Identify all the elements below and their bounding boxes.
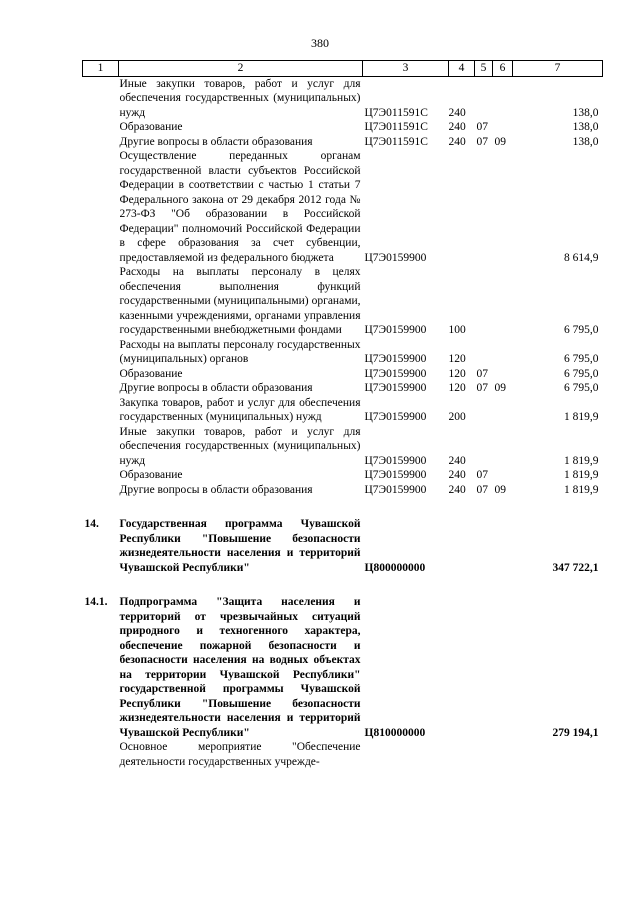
table-row <box>83 338 603 367</box>
subsection-code <box>493 120 513 135</box>
section-code <box>475 76 493 120</box>
spacer-cell <box>83 575 603 595</box>
expense-type-code: 100 <box>448 324 466 336</box>
subsection-code: 09 <box>494 382 506 394</box>
row-number <box>83 468 119 483</box>
target-code: Ц7Э011591С <box>364 106 428 119</box>
amount: 1 819,9 <box>564 454 599 467</box>
expense-type-code: 240 <box>448 135 466 148</box>
target-code: Ц7Э011591С <box>364 135 428 148</box>
subsection-code <box>493 149 513 265</box>
target-code: Ц810000000 <box>364 726 426 739</box>
expense-type-code <box>449 149 475 265</box>
section-code <box>475 149 493 265</box>
row-number <box>83 149 119 265</box>
target-code <box>363 740 449 769</box>
expense-name: Иные закупки товаров, работ и услуг для обеспечения государственных (муниципальных) нужд <box>119 425 361 467</box>
expense-type-code: 240 <box>448 121 466 133</box>
subsection-code <box>493 265 513 338</box>
section-code <box>475 338 493 367</box>
subsection-code <box>493 396 513 425</box>
amount: 138,0 <box>572 135 599 148</box>
target-code: Ц7Э0159900 <box>364 483 427 496</box>
expense-type-code: 240 <box>448 454 466 467</box>
amount: 6 795,0 <box>564 367 599 380</box>
spacer-cell <box>83 497 603 517</box>
target-code: Ц800000000 <box>364 561 426 574</box>
table-row <box>83 740 603 769</box>
expense-type-code: 240 <box>448 469 466 481</box>
amount: 6 795,0 <box>564 324 599 336</box>
row-number: 14. <box>84 518 99 530</box>
column-header: 3 <box>363 61 449 77</box>
expense-type-code: 120 <box>448 367 466 380</box>
subsection-code <box>493 595 513 740</box>
target-code: Ц7Э011591С <box>364 121 428 133</box>
expense-name: Образование <box>119 367 183 380</box>
table-row <box>83 367 603 382</box>
column-header: 4 <box>449 61 475 77</box>
table-row <box>83 468 603 483</box>
expense-type-code <box>449 740 475 769</box>
column-header: 2 <box>119 61 363 77</box>
amount: 138,0 <box>572 121 599 133</box>
expense-name: Подпрограмма "Защита населения и территорий от чрезвычайных ситуаций природного и техногенного характера, обеспечение пожарной безопасности и безопасности населения на водных объектах на территории Чувашской Республики" государственной программы Чувашской Республики "Повышение безопасности жизнедеятельности населения и территорий Чувашской Республики" <box>119 596 361 739</box>
row-number <box>83 120 119 135</box>
expense-name: Основное мероприятие "Обеспечение деятельности государственных учрежде- <box>119 741 361 768</box>
expense-type-code <box>449 595 475 740</box>
amount: 347 722,1 <box>552 561 599 574</box>
section-code <box>475 265 493 338</box>
table-header <box>83 61 603 77</box>
table-row <box>83 76 603 120</box>
expense-name: Расходы на выплаты персоналу государственных (муниципальных) органов <box>119 338 361 365</box>
amount: 1 819,9 <box>564 483 599 496</box>
table-row <box>83 120 603 135</box>
table-body <box>83 76 603 769</box>
target-code: Ц7Э0159900 <box>364 324 427 336</box>
subsection-code <box>493 367 513 382</box>
section-code <box>475 396 493 425</box>
amount: 6 795,0 <box>564 382 599 394</box>
table-row <box>83 517 603 575</box>
subsection-code: 09 <box>494 135 506 148</box>
section-code: 07 <box>476 469 488 481</box>
expense-type-code: 200 <box>448 411 466 423</box>
amount: 1 819,9 <box>564 469 599 481</box>
section-code <box>475 517 493 575</box>
table-row <box>83 425 603 469</box>
expense-name: Другие вопросы в области образования <box>119 135 313 148</box>
target-code: Ц7Э0159900 <box>364 469 427 481</box>
target-code: Ц7Э0159900 <box>364 454 427 467</box>
row-number <box>83 425 119 469</box>
expense-name: Закупка товаров, работ и услуг для обеспечения государственных (муниципальных) нужд <box>119 396 361 423</box>
section-code: 07 <box>476 483 488 496</box>
page-number: 380 <box>311 36 329 50</box>
amount: 138,0 <box>572 106 599 119</box>
table-row <box>83 381 603 396</box>
section-code: 07 <box>476 121 488 133</box>
expense-name: Осуществление переданных органам государственной власти субъектов Российской Федерации в соответствии с частью 1 статьи 7 Федерального закона от 29 декабря 2012 года № 273-ФЗ "Об образовании в Российской Федерации" полномочий Российской Федерации в сфере образования за счет субвенции, предоставляемой из федерального бюджета <box>119 150 361 264</box>
subsection-code <box>493 517 513 575</box>
expense-name: Другие вопросы в области образования <box>119 382 313 394</box>
subsection-code <box>493 425 513 469</box>
expense-type-code <box>449 517 475 575</box>
section-code: 07 <box>476 135 488 148</box>
column-header: 1 <box>83 61 119 77</box>
subsection-code <box>493 338 513 367</box>
table-row <box>83 595 603 740</box>
expense-name: Иные закупки товаров, работ и услуг для обеспечения государственных (муниципальных) нужд <box>119 77 361 119</box>
row-number <box>83 338 119 367</box>
expense-type-code: 120 <box>448 353 466 365</box>
table-row <box>83 265 603 338</box>
section-code: 07 <box>476 367 488 380</box>
column-header: 5 <box>475 61 493 77</box>
table-row <box>83 396 603 425</box>
subsection-code <box>493 468 513 483</box>
amount: 1 819,9 <box>564 411 599 423</box>
row-number <box>83 76 119 120</box>
table-row <box>83 135 603 150</box>
expense-type-code: 240 <box>448 483 466 496</box>
expense-name: Другие вопросы в области образования <box>119 483 313 496</box>
row-number <box>83 135 119 150</box>
section-code <box>475 595 493 740</box>
expense-type-code: 240 <box>448 106 466 119</box>
target-code: Ц7Э0159900 <box>364 367 427 380</box>
target-code: Ц7Э0159900 <box>364 353 427 365</box>
row-number: 14.1. <box>84 596 108 608</box>
row-number <box>83 740 119 769</box>
amount: 6 795,0 <box>564 353 599 365</box>
section-code <box>475 740 493 769</box>
subsection-code <box>493 76 513 120</box>
budget-table <box>82 60 603 769</box>
column-header: 6 <box>493 61 513 77</box>
column-number-row <box>83 61 603 77</box>
row-number <box>83 483 119 498</box>
amount: 8 614,9 <box>564 251 599 264</box>
expense-name: Образование <box>119 121 183 133</box>
spacer-row <box>83 575 603 595</box>
amount: 279 194,1 <box>552 726 599 739</box>
row-number <box>83 265 119 338</box>
subsection-code: 09 <box>494 483 506 496</box>
row-number <box>83 381 119 396</box>
subsection-code <box>493 740 513 769</box>
target-code: Ц7Э0159900 <box>364 251 427 264</box>
target-code: Ц7Э0159900 <box>364 382 427 394</box>
table-row <box>83 149 603 265</box>
section-code: 07 <box>476 382 488 394</box>
table-row <box>83 483 603 498</box>
expense-name: Государственная программа Чувашской Республики "Повышение безопасности жизнедеятельности населения и территорий Чувашской Республики" <box>119 518 361 574</box>
column-header: 7 <box>513 61 603 77</box>
row-number <box>83 367 119 382</box>
row-number <box>83 396 119 425</box>
expense-name: Образование <box>119 469 183 481</box>
spacer-row <box>83 497 603 517</box>
expense-type-code: 120 <box>448 382 466 394</box>
amount <box>513 740 603 769</box>
section-code <box>475 425 493 469</box>
target-code: Ц7Э0159900 <box>364 411 427 423</box>
expense-name: Расходы на выплаты персоналу в целях обеспечения выполнения функций государственными (муниципальными) органами, казенными учреждениями, органами управления государственными внебюджетными фондами <box>119 266 361 336</box>
